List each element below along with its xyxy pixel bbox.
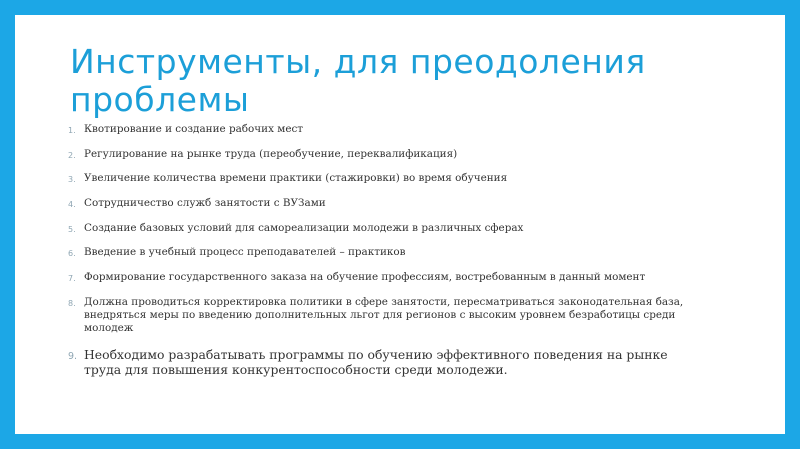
list-item-text: Регулирование на рынке труда (переобучение, переквалификация) <box>84 147 458 160</box>
list-item <box>68 197 708 210</box>
list-item <box>68 271 708 284</box>
list-item <box>68 296 708 335</box>
list-item <box>68 222 708 235</box>
list-item-text: Увеличение количества времени практики (стажировки) во время обучения <box>84 172 508 185</box>
list-item-text: Сотрудничество служб занятости с ВУЗами <box>84 197 326 210</box>
list-item <box>68 148 708 161</box>
list-item-number: 8. <box>68 298 76 308</box>
list-item-text: Формирование государственного заказа на обучение профессиям, востребованным в данный момент <box>84 271 646 284</box>
list-item-number: 9. <box>68 350 78 362</box>
list-item-number: 7. <box>68 274 76 284</box>
list-item-number: 5. <box>68 224 76 234</box>
list-item <box>68 123 708 136</box>
list-item-text: Создание базовых условий для самореализации молодежи в различных сферах <box>84 221 524 234</box>
list-item-emphasized <box>68 347 708 377</box>
instruments-list <box>68 123 708 388</box>
list-item-number: 2. <box>68 150 76 160</box>
list-item-number: 4. <box>68 200 76 210</box>
slide-title: Инструменты, для преодоления проблемы <box>70 42 646 119</box>
list-item-number: 1. <box>68 126 76 135</box>
list-item-text: Квотирование и создание рабочих мест <box>84 123 304 135</box>
list-item-number: 3. <box>68 175 76 185</box>
list-item <box>68 246 708 259</box>
list-item-text: Должна проводиться корректировка политики в сфере занятости, пересматриваться законодательная база, внедряться меры по введению дополнительных льгот для регионов с высоким уровнем безработицы среди молодеж <box>84 295 684 334</box>
list-item-text: Введение в учебный процесс преподавателей – практиков <box>84 246 406 259</box>
list-item-number: 6. <box>68 249 76 259</box>
list-item <box>68 172 708 185</box>
list-item-text: Необходимо разрабатывать программы по обучению эффективного поведения на рынке труда для повышения конкурентоспособности среди молодежи. <box>84 346 668 377</box>
